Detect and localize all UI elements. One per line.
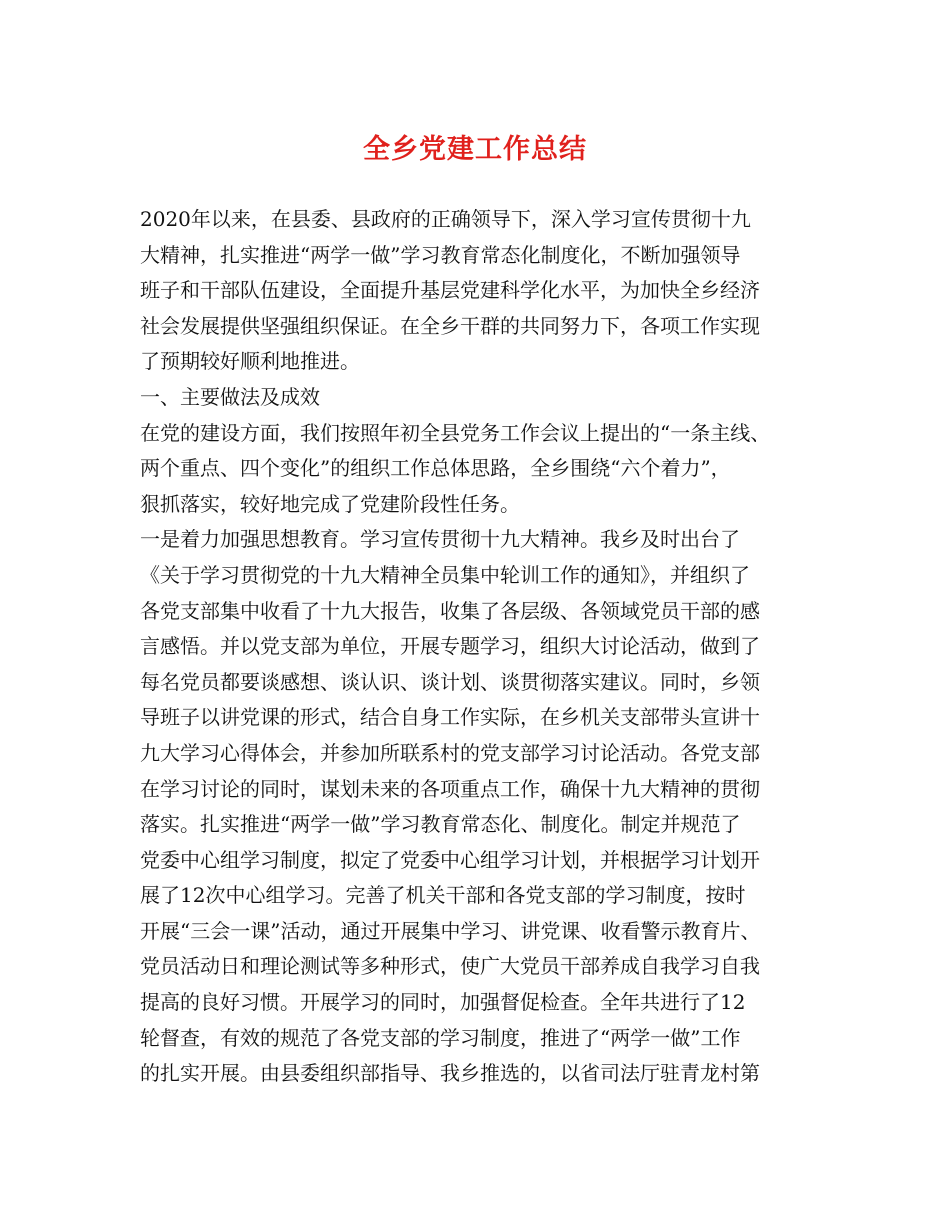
text-line: 的扎实开展。由县委组织部指导、我乡推选的，以省司法厅驻青龙村第	[140, 1061, 760, 1086]
text-line: 党员活动日和理论测试等多种形式，使广大党员干部养成自我学习自我	[140, 954, 760, 979]
text-line: 展了12次中心组学习。完善了机关干部和各党支部的学习制度，按时	[140, 883, 746, 908]
text-line: 大精神，扎实推进“两学一做”学习教育常态化制度化，不断加强领导	[140, 242, 741, 267]
text-line: 言感悟。并以党支部为单位，开展专题学习，组织大讨论活动，做到了	[140, 634, 760, 659]
text-line: 每名党员都要谈感想、谈认识、谈计划、谈贯彻落实建议。同时，乡领	[140, 669, 760, 694]
text-line: 党委中心组学习制度，拟定了党委中心组学习计划，并根据学习计划开	[140, 847, 760, 872]
text-line: 落实。扎实推进“两学一做”学习教育常态化、制度化。制定并规范了	[140, 812, 741, 837]
text-line: 导班子以讲党课的形式，结合自身工作实际，在乡机关支部带头宣讲十	[140, 705, 760, 730]
text-line: 在党的建设方面，我们按照年初全县党务工作会议上提出的“一条主线、	[140, 420, 771, 445]
document-title: 全乡党建工作总结	[363, 134, 587, 165]
text-line: 《关于学习贯彻党的十九大精神全员集中轮训工作的通知》，并组织了	[140, 562, 750, 587]
section-heading: 一、主要做法及成效	[140, 384, 320, 409]
text-line: 社会发展提供坚强组织保证。在全乡干群的共同努力下，各项工作实现	[140, 313, 760, 338]
text-line: 一是着力加强思想教育。学习宣传贯彻十九大精神。我乡及时出台了	[140, 527, 740, 552]
text-line: 提高的良好习惯。开展学习的同时，加强督促检查。全年共进行了12	[140, 990, 746, 1015]
text-line: 2020年以来，在县委、县政府的正确领导下，深入学习宣传贯彻十九	[140, 207, 751, 231]
text-line: 九大学习心得体会，并参加所联系村的党支部学习讨论活动。各党支部	[140, 740, 760, 765]
text-line: 轮督查，有效的规范了各党支部的学习制度，推进了“两学一做”工作	[140, 1025, 741, 1050]
text-line: 各党支部集中收看了十九大报告，收集了各层级、各领域党员干部的感	[140, 598, 760, 623]
text-line: 开展“三会一课”活动，通过开展集中学习、讲党课、收看警示教育片、	[140, 918, 761, 943]
text-line: 在学习讨论的同时，谋划未来的各项重点工作，确保十九大精神的贯彻	[140, 776, 760, 801]
document-body	[140, 202, 830, 1092]
text-line: 狠抓落实，较好地完成了党建阶段性任务。	[140, 491, 520, 516]
text-line: 两个重点、四个变化”的组织工作总体思路，全乡围绕“六个着力”，	[140, 456, 731, 481]
text-line: 了预期较好顺利地推进。	[140, 349, 360, 374]
text-line: 班子和干部队伍建设，全面提升基层党建科学化水平，为加快全乡经济	[140, 278, 760, 303]
